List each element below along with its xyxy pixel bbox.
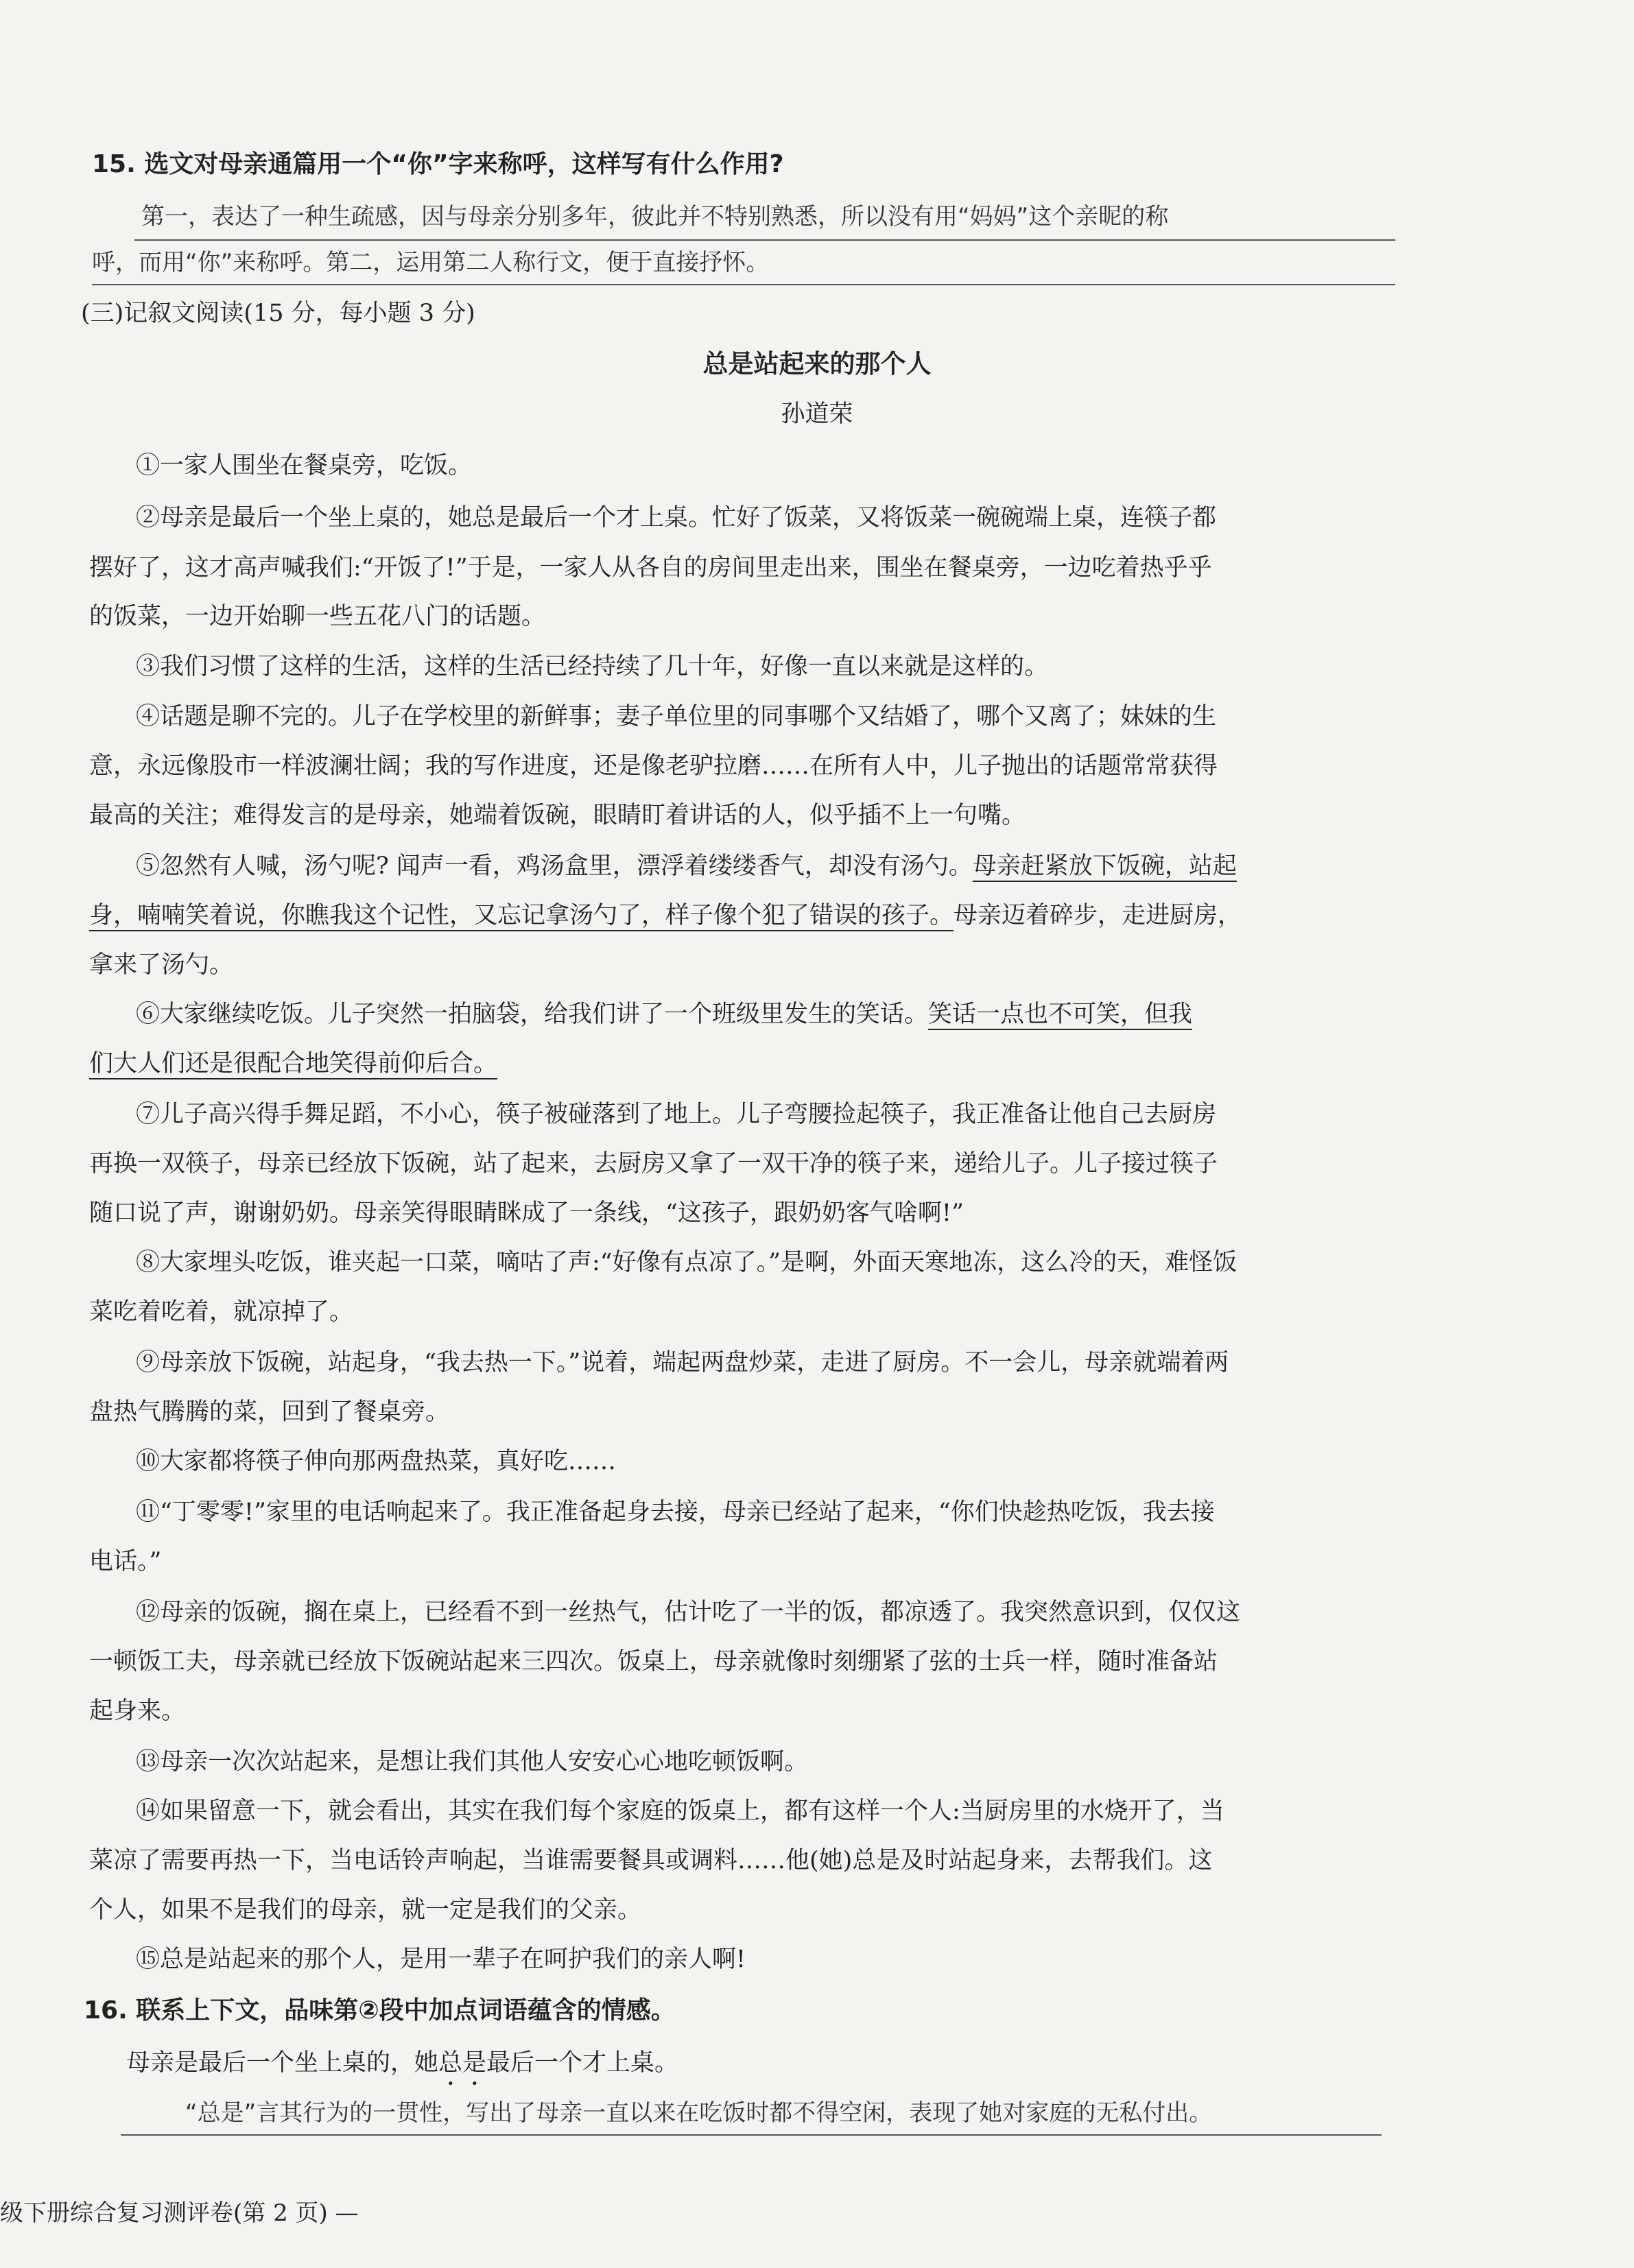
article-line: 摆好了，这才高声喊我们:“开饭了!”于是，一家人从各自的房间里走出来，围坐在餐桌旁，一边吃着热乎乎 [89,554,1212,582]
article-line-seg: ②母亲是最后一个坐上桌的，她总是最后一个才上桌。忙好了饭菜，又将饭菜一碗碗端上桌，连筷子都 [136,504,1217,532]
article-line: 拿来了汤勺。 [89,951,234,979]
article-line-seg: 母亲迈着碎步，走进厨房， [954,902,1242,929]
article-line: ④话题是聊不完的。儿子在学校里的新鲜事；妻子单位里的同事哪个又结婚了，哪个又离了；妹妹的生 [136,703,1217,730]
article-line-seg: ⑤忽然有人喊，汤勺呢? 闻声一看，鸡汤盒里，漂浮着缕缕香气，却没有汤勺。 [136,852,973,880]
article-line: 电话。” [89,1548,162,1575]
article-line [89,904,1242,928]
dotted-word: 总是 [438,2049,487,2077]
answer-16-rule [121,2134,1382,2136]
article-line: ③我们习惯了这样的生活，这样的生活已经持续了几十年，好像一直以来就是这样的。 [136,653,1049,680]
article-line [136,1003,1192,1027]
question-15: 15. 选文对母亲通篇用一个“你”字来称呼，这样写有什么作用? [92,150,784,178]
article-line: 菜吃着吃着，就凉掉了。 [89,1298,354,1326]
underlined-sentence: 们大人们还是很配合地笑得前仰后合。 [89,1050,498,1077]
underlined-sentence: 笑话一点也不可笑，但我 [928,1001,1193,1028]
article-line: 一顿饭工夫，母亲就已经放下饭碗站起来三四次。饭桌上，母亲就像时刻绷紧了弦的士兵一样，随时准备站 [89,1648,1218,1675]
article-line: 随口说了声，谢谢奶奶。母亲笑得眼睛眯成了一条线，“这孩子，跟奶奶客气啥啊!” [89,1199,964,1227]
underlined-sentence: 母亲赶紧放下饭碗，站起 [972,852,1237,880]
article-line: 菜凉了需要再热一下，当电话铃声响起，当谁需要餐具或调料……他(她)总是及时站起身来，去帮我们。这 [89,1847,1213,1874]
article-line: 盘热气腾腾的菜，回到了餐桌旁。 [89,1398,450,1426]
q16-quote [126,2049,678,2091]
article-line: ⑬母亲一次次站起来，是想让我们其他人安安心心地吃顿饭啊。 [136,1748,809,1776]
article-title: 总是站起来的那个人 [702,349,932,379]
answer-15-line-1: 第一，表达了一种生疏感，因与母亲分别多年，彼此并不特别熟悉，所以没有用“妈妈”这个亲昵的称 [141,203,1169,230]
answer-15-rule-2 [92,284,1395,285]
article-line: ⑨母亲放下饭碗，站起身，“我去热一下。”说着，端起两盘炒菜，走进了厨房。不一会儿，母亲就端着两 [136,1349,1229,1376]
answer-16: “总是”言其行为的一贯性，写出了母亲一直以来在吃饭时都不得空闲，表现了她对家庭的无私付出。 [185,2099,1213,2127]
section-heading: (三)记叙文阅读(15 分，每小题 3 分) [81,300,475,327]
q16-quote-b: 最后一个才上桌。 [486,2049,679,2077]
article-line: ⑦儿子高兴得手舞足蹈，不小心，筷子被碰落到了地上。儿子弯腰捡起筷子，我正准备让他自己去厨房 [136,1101,1217,1128]
article-line: 起身来。 [89,1697,186,1725]
article-line: ⑩大家都将筷子伸向那两盘热菜，真好吃…… [136,1448,617,1475]
article-line-seg: ⑥大家继续吃饭。儿子突然一拍脑袋，给我们讲了一个班级里发生的笑话。 [136,1001,929,1028]
article-line: 的饭菜，一边开始聊一些五花八门的话题。 [89,603,546,630]
article-line [136,852,1237,880]
article-line: ⑫母亲的饭碗，搁在桌上，已经看不到一丝热气，估计吃了一半的饭，都凉透了。我突然意识到，仅仅这 [136,1599,1241,1626]
article-author: 孙道荣 [781,401,853,428]
article-line: 意，永远像股市一样波澜壮阔；我的写作进度，还是像老驴拉磨……在所有人中，儿子抛出的话题常常获得 [89,752,1218,780]
answer-15-rule-1 [134,239,1395,241]
question-16: 16. 联系上下文，品味第②段中加点词语蕴含的情感。 [84,1996,676,2025]
article-line: 再换一双筷子，母亲已经放下饭碗，站了起来，去厨房又拿了一双干净的筷子来，递给儿子。儿子接过筷子 [89,1150,1218,1178]
article-line [136,506,1216,530]
q16-quote-a: 母亲是最后一个坐上桌的，她 [126,2049,439,2077]
article-line: 个人，如果不是我们的母亲，就一定是我们的父亲。 [89,1896,642,1924]
article-line: 最高的关注；难得发言的是母亲，她端着饭碗，眼睛盯着讲话的人，似乎插不上一句嘴。 [89,802,1026,829]
page-footer: 级下册综合复习测评卷(第 2 页) — [0,2199,359,2227]
article-line [89,1052,497,1076]
article-line: ①一家人围坐在餐桌旁，吃饭。 [136,452,473,479]
article-line: ⑧大家埋头吃饭，谁夹起一口菜，嘀咕了声:“好像有点凉了。”是啊，外面天寒地冻，这么冷的天，难怪饭 [136,1249,1238,1276]
article-line: ⑭如果留意一下，就会看出，其实在我们每个家庭的饭桌上，都有这样一个人:当厨房里的水烧开了，当 [136,1798,1224,1825]
article-line: ⑪“丁零零!”家里的电话响起来了。我正准备起身去接，母亲已经站了起来，“你们快趁热吃饭，我去接 [136,1499,1215,1526]
underlined-sentence: 身，喃喃笑着说，你瞧我这个记性，又忘记拿汤勺了，样子像个犯了错误的孩子。 [89,902,954,929]
answer-15-line-2: 呼，而用“你”来称呼。第二，运用第二人称行文，便于直接抒怀。 [92,249,770,276]
article-line: ⑮总是站起来的那个人，是用一辈子在呵护我们的亲人啊! [136,1946,746,1973]
